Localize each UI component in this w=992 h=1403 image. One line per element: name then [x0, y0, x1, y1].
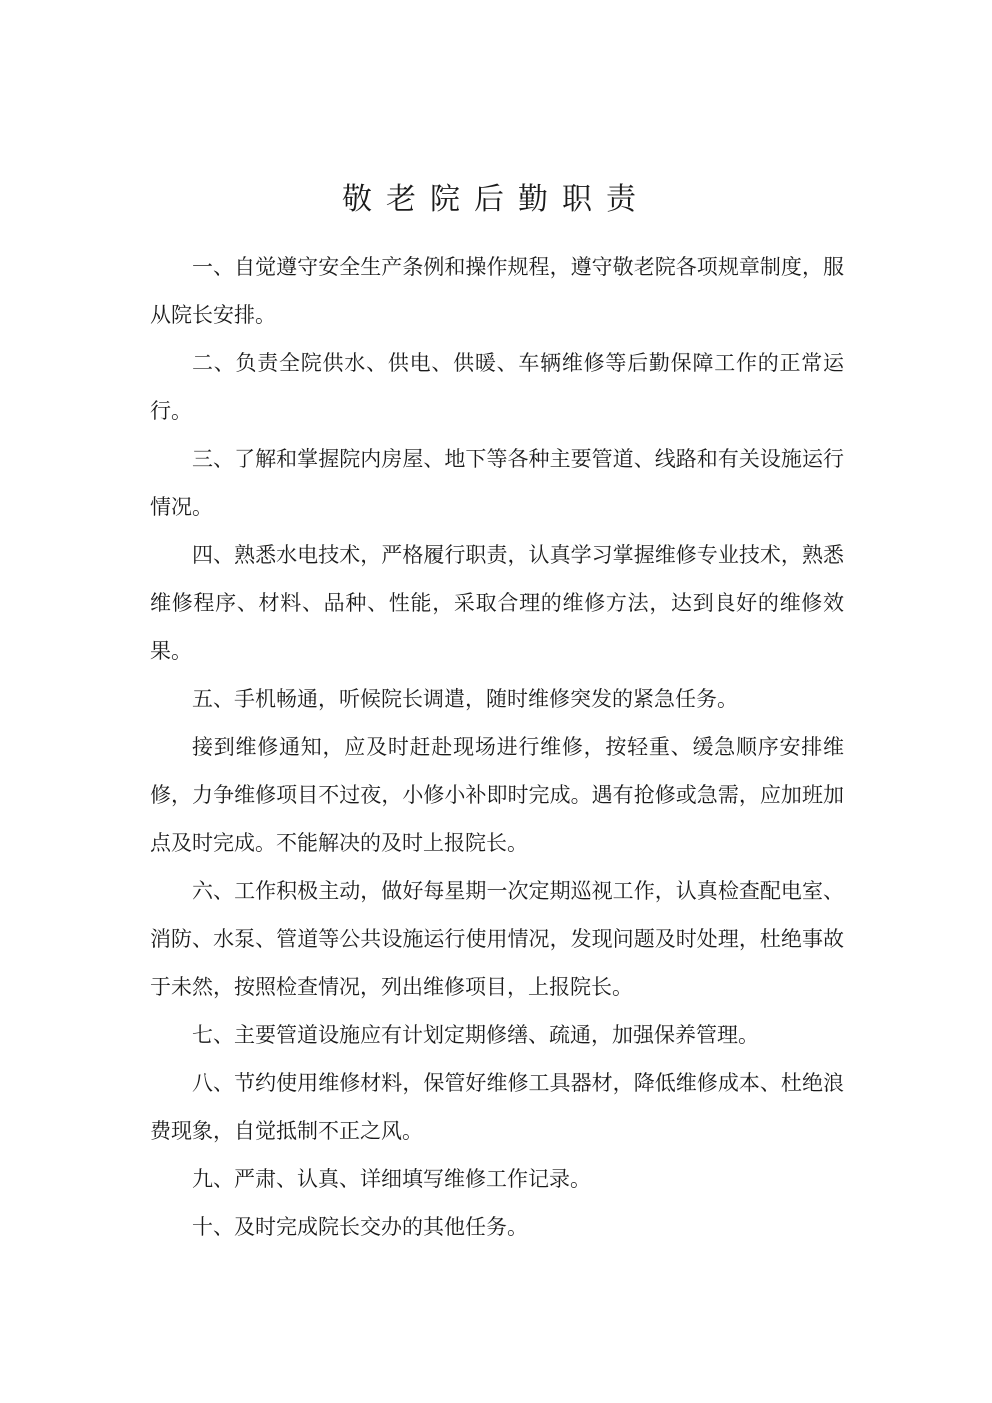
document-title: 敬老院后勤职责: [342, 182, 650, 218]
paragraph-5: 五、手机畅通，听候院长调遣，随时维修突发的紧急任务。: [192, 687, 738, 711]
paragraph-9: 九、严肃、认真、详细填写维修工作记录。: [192, 1167, 591, 1191]
paragraph-10: 十、及时完成院长交办的其他任务。: [192, 1215, 528, 1239]
paragraph-6: 六、工作积极主动，做好每星期一次定期巡视工作，认真检查配电室、消防、水泵、管道等公共设施运行使用情况，发现问题及时处理，杜绝事故于未然，按照检查情况，列出维修项目，上报院长。: [150, 879, 844, 999]
paragraph-8: 八、节约使用维修材料，保管好维修工具器材，降低维修成本、杜绝浪费现象，自觉抵制不正之风。: [150, 1071, 844, 1143]
paragraph-2: 二、负责全院供水、供电、供暖、车辆维修等后勤保障工作的正常运行。: [150, 351, 844, 423]
paragraph-7: 七、主要管道设施应有计划定期修缮、疏通，加强保养管理。: [192, 1023, 759, 1047]
paragraph-1: 一、自觉遵守安全生产条例和操作规程，遵守敬老院各项规章制度，服从院长安排。: [150, 255, 844, 327]
paragraph-3: 三、了解和掌握院内房屋、地下等各种主要管道、线路和有关设施运行情况。: [150, 447, 844, 519]
document-body: [150, 243, 844, 1251]
paragraph-4: 四、熟悉水电技术，严格履行职责，认真学习掌握维修专业技术，熟悉维修程序、材料、品种、性能，采取合理的维修方法，达到良好的维修效果。: [150, 543, 844, 663]
paragraph-5-detail: 接到维修通知，应及时赶赴现场进行维修，按轻重、缓急顺序安排维修，力争维修项目不过夜，小修小补即时完成。遇有抢修或急需，应加班加点及时完成。不能解决的及时上报院长。: [150, 735, 844, 855]
